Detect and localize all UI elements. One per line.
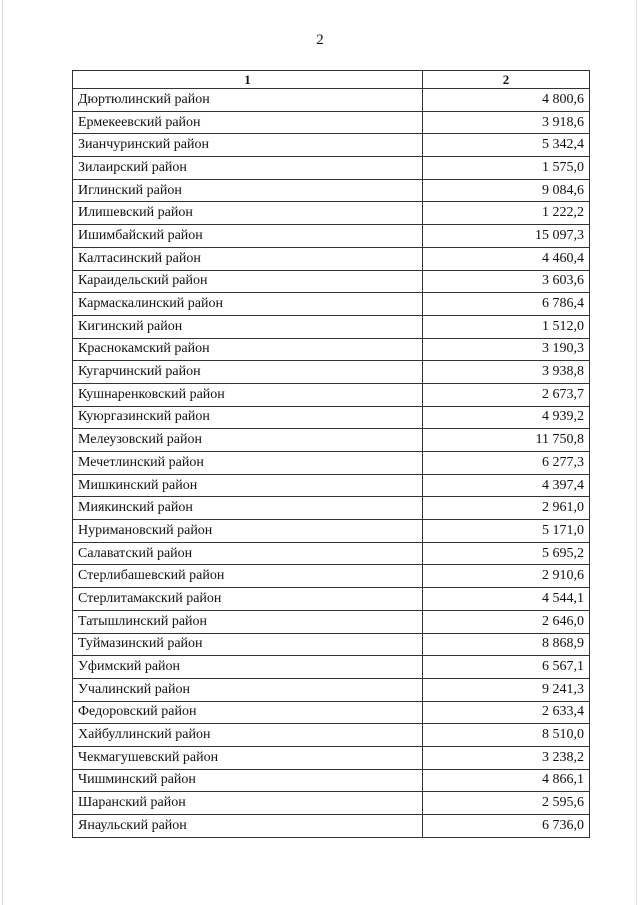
district-name-cell: Караидельский район (73, 270, 423, 293)
amount-cell: 2 633,4 (423, 701, 590, 724)
amount-cell: 3 938,8 (423, 361, 590, 384)
table-row (73, 225, 590, 248)
district-name-cell: Илишевский район (73, 202, 423, 225)
district-name-cell: Мечетлинский район (73, 452, 423, 475)
district-name-cell: Туймазинский район (73, 633, 423, 656)
district-name-cell: Янаульский район (73, 815, 423, 838)
district-name-cell: Татышлинский район (73, 610, 423, 633)
table-row (73, 792, 590, 815)
page-number: 2 (316, 32, 324, 48)
district-name-cell: Дюртюлинский район (73, 89, 423, 112)
district-name-cell: Чишминский район (73, 769, 423, 792)
amount-cell: 2 673,7 (423, 383, 590, 406)
amount-cell: 4 544,1 (423, 588, 590, 611)
table-row (73, 497, 590, 520)
district-name-cell: Мишкинский район (73, 474, 423, 497)
district-name-cell: Кармаскалинский район (73, 293, 423, 316)
table-row (73, 202, 590, 225)
amount-cell: 2 646,0 (423, 610, 590, 633)
table-row (73, 383, 590, 406)
table-row (73, 588, 590, 611)
district-name-cell: Стерлибашевский район (73, 565, 423, 588)
amount-cell: 5 342,4 (423, 134, 590, 157)
amount-cell: 6 567,1 (423, 656, 590, 679)
district-name-cell: Ермекеевский район (73, 111, 423, 134)
district-name-cell: Калтасинский район (73, 247, 423, 270)
amount-cell: 15 097,3 (423, 225, 590, 248)
district-name-cell: Салаватский район (73, 542, 423, 565)
table-row (73, 678, 590, 701)
amount-cell: 6 277,3 (423, 452, 590, 475)
amount-cell: 6 786,4 (423, 293, 590, 316)
district-name-cell: Федоровский район (73, 701, 423, 724)
district-name-cell: Шаранский район (73, 792, 423, 815)
amount-cell: 5 171,0 (423, 520, 590, 543)
column-header-1: 1 (73, 71, 423, 89)
district-name-cell: Кугарчинский район (73, 361, 423, 384)
scan-edge-left (2, 0, 3, 905)
amount-cell: 4 460,4 (423, 247, 590, 270)
table-row (73, 315, 590, 338)
amount-cell: 9 084,6 (423, 179, 590, 202)
district-name-cell: Зианчуринский район (73, 134, 423, 157)
table-row (73, 247, 590, 270)
scan-edge-right (636, 0, 637, 905)
district-name-cell: Зилаирский район (73, 157, 423, 180)
table-row (73, 565, 590, 588)
district-name-cell: Уфимский район (73, 656, 423, 679)
district-name-cell: Иглинский район (73, 179, 423, 202)
table-row (73, 746, 590, 769)
amount-cell: 8 510,0 (423, 724, 590, 747)
column-header-2: 2 (423, 71, 590, 89)
table-header-row (73, 71, 590, 89)
table-row (73, 724, 590, 747)
amount-cell: 4 866,1 (423, 769, 590, 792)
amount-cell: 1 575,0 (423, 157, 590, 180)
district-name-cell: Кушнаренковский район (73, 383, 423, 406)
amount-cell: 3 918,6 (423, 111, 590, 134)
district-name-cell: Куюргазинский район (73, 406, 423, 429)
amount-cell: 8 868,9 (423, 633, 590, 656)
district-name-cell: Мелеузовский район (73, 429, 423, 452)
district-name-cell: Учалинский район (73, 678, 423, 701)
table-row (73, 769, 590, 792)
district-name-cell: Краснокамский район (73, 338, 423, 361)
table-row (73, 270, 590, 293)
table-row (73, 474, 590, 497)
amount-cell: 6 736,0 (423, 815, 590, 838)
table-row (73, 89, 590, 112)
amount-cell: 4 397,4 (423, 474, 590, 497)
table-row (73, 361, 590, 384)
table-row (73, 656, 590, 679)
amount-cell: 3 603,6 (423, 270, 590, 293)
table-row (73, 452, 590, 475)
amount-cell: 11 750,8 (423, 429, 590, 452)
district-name-cell: Нуримановский район (73, 520, 423, 543)
amount-cell: 2 595,6 (423, 792, 590, 815)
amount-cell: 5 695,2 (423, 542, 590, 565)
amount-cell: 4 939,2 (423, 406, 590, 429)
table-row (73, 815, 590, 838)
table-row (73, 338, 590, 361)
district-name-cell: Миякинский район (73, 497, 423, 520)
table-row (73, 701, 590, 724)
table-row (73, 633, 590, 656)
amount-cell: 3 190,3 (423, 338, 590, 361)
table-row (73, 134, 590, 157)
table-row (73, 179, 590, 202)
table-row (73, 111, 590, 134)
table-row (73, 157, 590, 180)
table-row (73, 610, 590, 633)
district-name-cell: Кигинский район (73, 315, 423, 338)
table-row (73, 520, 590, 543)
table-body (73, 89, 590, 838)
table-row (73, 542, 590, 565)
amount-cell: 9 241,3 (423, 678, 590, 701)
amount-cell: 2 910,6 (423, 565, 590, 588)
amount-cell: 1 222,2 (423, 202, 590, 225)
district-name-cell: Стерлитамакский район (73, 588, 423, 611)
amount-cell: 2 961,0 (423, 497, 590, 520)
amount-cell: 4 800,6 (423, 89, 590, 112)
table-row (73, 429, 590, 452)
table-row (73, 293, 590, 316)
district-name-cell: Хайбуллинский район (73, 724, 423, 747)
table-row (73, 406, 590, 429)
amount-cell: 3 238,2 (423, 746, 590, 769)
district-name-cell: Чекмагушевский район (73, 746, 423, 769)
district-name-cell: Ишимбайский район (73, 225, 423, 248)
amount-cell: 1 512,0 (423, 315, 590, 338)
district-table (72, 70, 590, 838)
